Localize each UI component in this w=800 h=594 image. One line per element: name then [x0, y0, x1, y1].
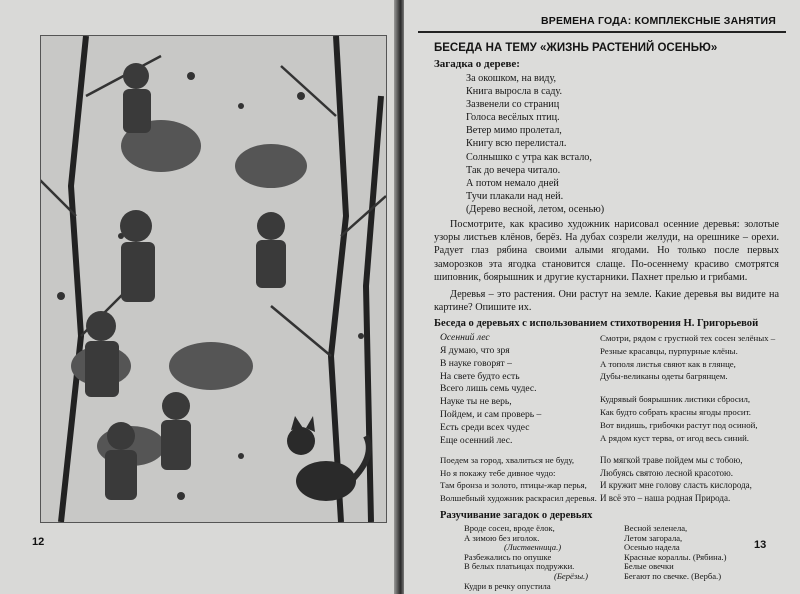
poem-line: Волшебный художник раскрасил деревья.: [440, 492, 597, 503]
riddle-answer: (Берёзы.): [554, 570, 589, 581]
poem-line: Ветер мимо пролетал,: [466, 125, 562, 137]
poem-line: Зазвенели со страниц: [466, 99, 560, 111]
poem-line: По мягкой траве пойдем мы с тобою,: [600, 455, 743, 465]
riddle-answer: (Лиственница.): [504, 542, 562, 553]
poem-line: Тучи плакали над ней.: [466, 190, 564, 202]
conversation-heading: Беседа о деревьях с использованием стихотворения Н. Григорьевой: [434, 318, 759, 329]
poem-line: За окошком, на виду,: [466, 73, 557, 84]
riddle-line: Кудри в речку опустила: [464, 581, 551, 591]
poem-line: Еще осенний лес.: [440, 434, 513, 446]
riddle-line: Летом загорала,: [624, 532, 683, 543]
poem-line: И всё это – наша родная Природа.: [600, 492, 731, 503]
poem-line: А потом немало дней: [466, 177, 559, 189]
poem-line: Пойдем, и сам проверь –: [440, 408, 542, 420]
riddle-heading: Загадка о дереве:: [434, 58, 520, 70]
poem-line: Голоса весёлых птиц.: [466, 112, 560, 124]
poem-line: Вот видишь, грибочки растут под осиной,: [600, 419, 758, 430]
riddle-line: В белых платьицах подружки.: [464, 561, 575, 572]
poem-line: Науке ты не верь,: [440, 396, 512, 408]
lesson-title: БЕСЕДА НА ТЕМУ «ЖИЗНЬ РАСТЕНИЙ ОСЕНЬЮ»: [434, 42, 718, 54]
poem-right-stanza: [600, 332, 775, 444]
paragraph-question: Деревья – это растения. Они растут на земле. Какие деревья вы видите на картине? Опишите их.: [434, 289, 779, 314]
left-page: [0, 0, 396, 594]
paragraph-description: Посмотрите, как красиво художник нарисовал осенние деревья: золотые узоры листьев клёнов, берёз. На дубах созрели желуди, на орешнике – орехи. Радует глаз рябина своими алыми ягодами. Но только после первых заморозков эта ягодка становится слаще. По-осеннему красиво смотрятся шиповник, боярышник и другие кустарники. Пахнет прелью и грибами.: [434, 219, 779, 283]
poem-line: Книга выросла в саду.: [466, 86, 563, 98]
poem-line: В науке говорят –: [440, 357, 512, 369]
poem-line: А тополя листья свяют как в глянце,: [600, 358, 736, 369]
riddle-line: Осенью надела: [624, 542, 680, 553]
riddle-answer: (Дерево весной, летом, осенью): [466, 203, 605, 215]
poem-line: Всего лишь семь чудес.: [440, 383, 537, 395]
poem-title: Осенний лес: [440, 332, 490, 343]
header-rule: [418, 31, 786, 33]
riddle-line: Красные кораллы. (Рябина.): [624, 551, 727, 562]
riddle-line: Бегают по свечке. (Верба.): [624, 570, 722, 581]
poem-line: Есть среди всех чудес: [440, 421, 530, 433]
poem-left-stanza-2: [440, 454, 597, 504]
right-page: [404, 0, 800, 594]
stanza-gap: [600, 383, 775, 393]
poem-right-stanza-2: [600, 454, 752, 504]
poem-line: Но я покажу тебе дивное чудо:: [440, 467, 556, 478]
poem-line: Резные красавцы, пурпурные клёны.: [600, 345, 738, 356]
poem-line: Солнышко с утра как встало,: [466, 151, 592, 163]
page-number-right: 13: [754, 539, 767, 551]
riddles-heading: Разучивание загадок о деревьях: [440, 510, 593, 521]
poem-line: Дубы-великаны одеты багрянцем.: [600, 371, 728, 382]
poem-line: На свете будто есть: [440, 370, 520, 382]
riddles-left-column: [464, 524, 588, 582]
poem-line: Кудрявый боярышник листики сбросил,: [600, 394, 751, 405]
illustration-drawing: [41, 36, 386, 522]
poem-line: Так до вечера читало.: [466, 164, 561, 176]
poem-line: А рядом куст терва, от игод весь синий.: [600, 432, 749, 443]
riddle-line: Вроде сосен, вроде ёлок,: [464, 523, 555, 533]
poem-line: Там бронза и золото, птицы-жар перья,: [440, 480, 587, 491]
poem-line: Поедем за город, хвалиться не буду,: [440, 455, 575, 465]
poem-line: Смотри, рядом с грустной тех сосен зелёных –: [600, 333, 776, 343]
running-header: ВРЕМЕНА ГОДА: КОМПЛЕКСНЫЕ ЗАНЯТИЯ: [540, 15, 776, 27]
riddle-poem: [466, 72, 604, 216]
page-number-left: 12: [32, 536, 45, 548]
riddles-left-column-2: [464, 582, 551, 592]
poem-line: И кружит мне голову сласть кислорода,: [600, 480, 752, 491]
poem-line: Книгу всю перелистал.: [466, 138, 567, 150]
poem-left-stanza: [440, 345, 541, 447]
riddle-line: Белые овечки: [624, 561, 674, 572]
riddle-line: А зимою без иголок.: [464, 532, 540, 543]
riddles-right-column: [624, 524, 727, 582]
poem-line: Как будто собрать красны ягоды просит.: [600, 406, 752, 417]
riddle-line: Разбежались по опушке: [464, 551, 552, 562]
riddle-line: Весной зеленела,: [624, 523, 688, 533]
autumn-forest-illustration: [40, 35, 387, 523]
poem-line: Я думаю, что зря: [440, 345, 510, 356]
poem-line: Любуясь святою лесной красотою.: [600, 467, 734, 478]
